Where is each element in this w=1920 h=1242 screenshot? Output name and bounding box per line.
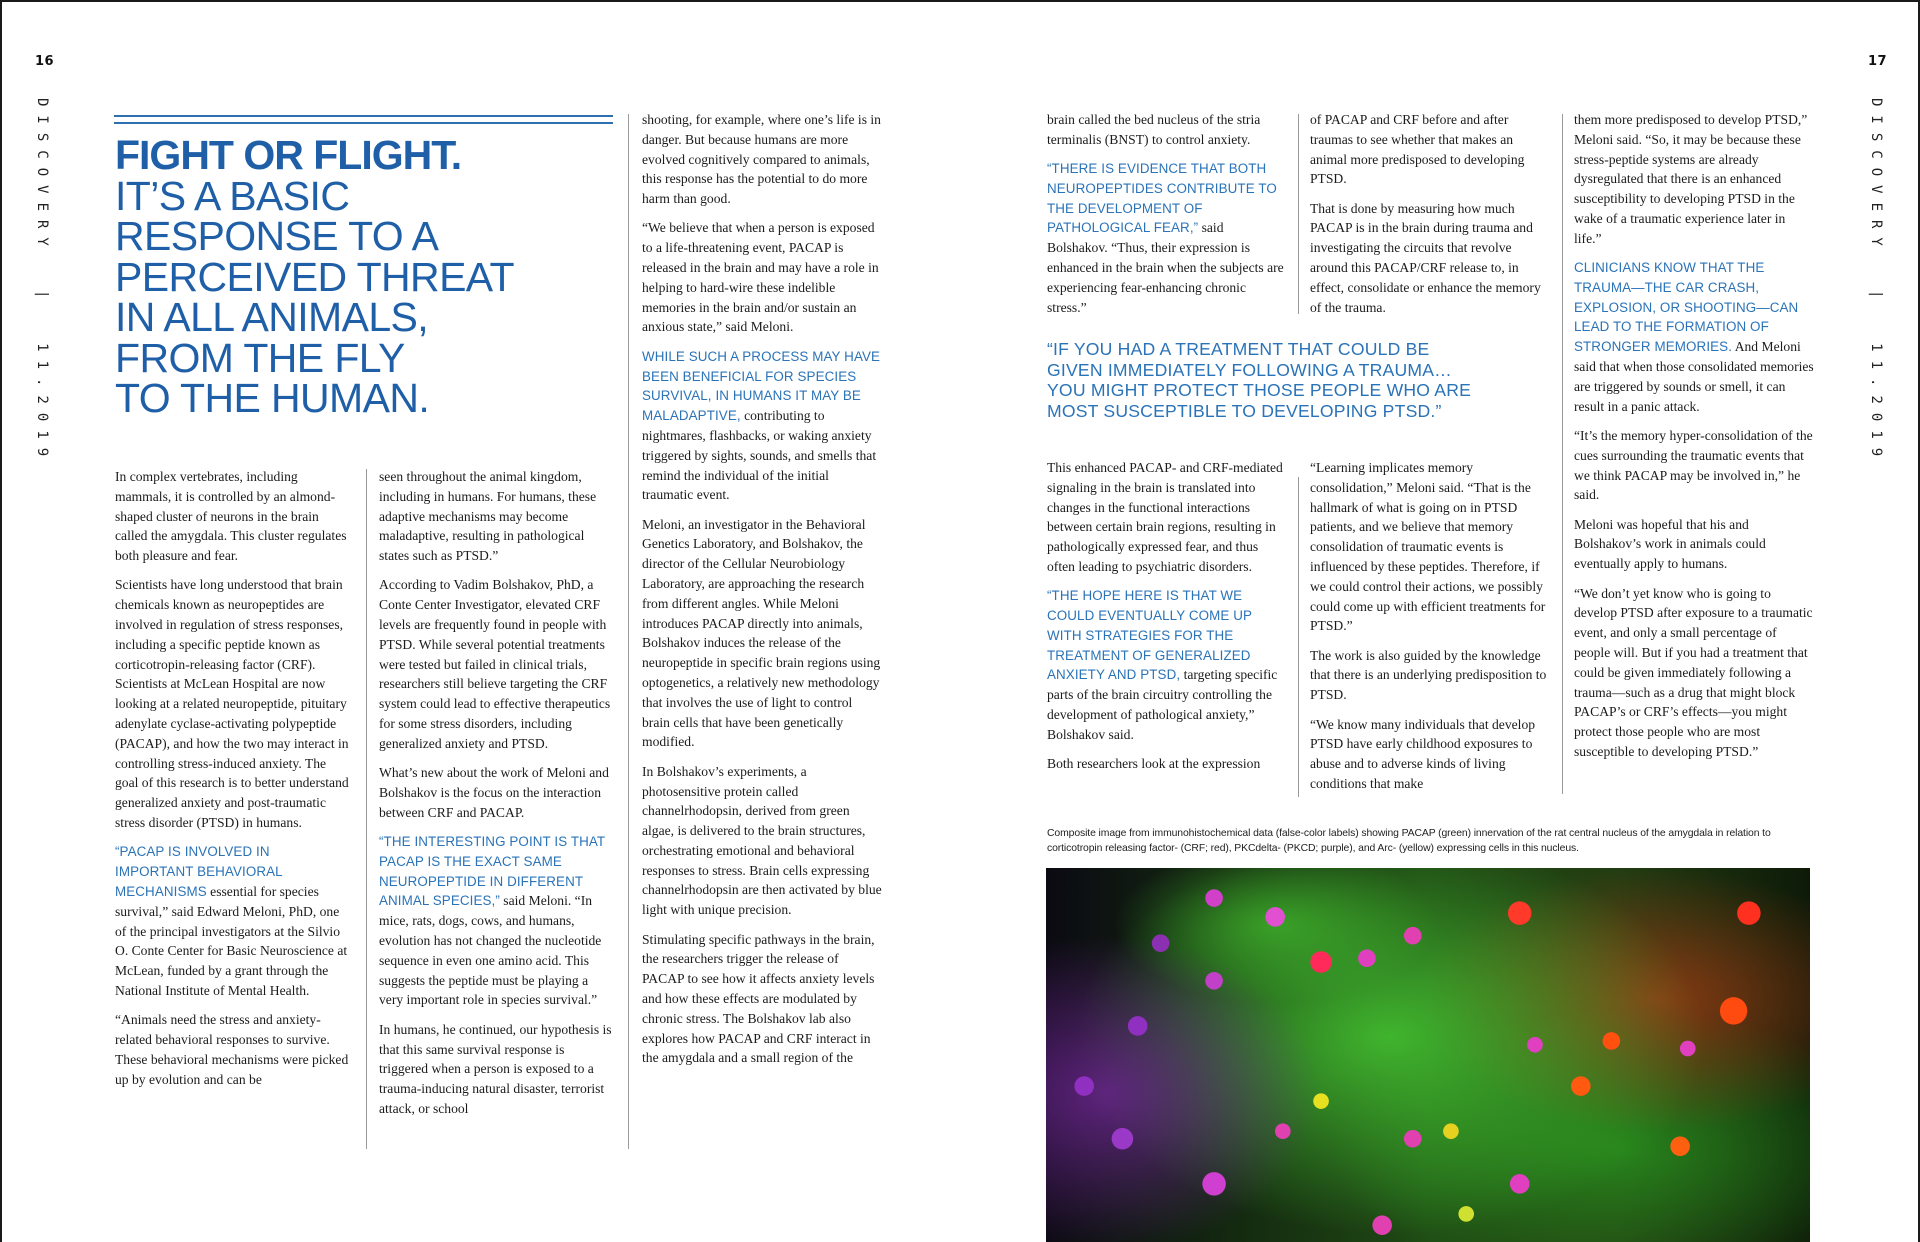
running-head-right xyxy=(1868,98,1884,465)
text-column-3 xyxy=(642,110,882,1078)
paragraph: Stimulating specific pathways in the brain, the researchers trigger the release of PACAP to see how it affects anxiety levels and how these effects are modulated by chronic stress. The Bolshakov lab also explores how PACAP and CRF interact in the amygdala and a small region of the xyxy=(642,931,875,1066)
paragraph: “We believe that when a person is exposed to a life-threatening event, PACAP is released in the brain and may have a role in helping to hard-wire these indelible memories in the brain and/or sustain an anxious state,” said Meloni. xyxy=(642,220,879,335)
featured-pull-quote: “IF YOU HAD A TREATMENT THAT COULD BE GIVEN IMMEDIATELY FOLLOWING A TRAUMA… YOU MIGHT PROTECT THOSE PEOPLE WHO ARE MOST SUSCEPTIBLE TO DEVELOPING PTSD.” xyxy=(1047,339,1472,421)
text-column-4-bottom xyxy=(1047,458,1287,783)
headline-rule-top xyxy=(114,115,613,117)
running-head-separator: | xyxy=(34,290,50,308)
text-column-1 xyxy=(115,467,349,1099)
headline-line: IT’S A BASIC xyxy=(115,172,350,219)
pull-quote: CLINICIANS KNOW THAT THE TRAUMA—THE CAR CRASH, EXPLOSION, OR SHOOTING—CAN LEAD TO THE FORMATION OF STRONGER MEMORIES. xyxy=(1574,260,1799,355)
pull-quote: “PACAP IS INVOLVED IN IMPORTANT BEHAVIORAL MECHANISMS xyxy=(115,844,283,899)
text-column-2 xyxy=(379,467,615,1128)
running-head-left xyxy=(34,98,50,465)
paragraph: The work is also guided by the knowledge that there is an underlying predisposition to PTSD. xyxy=(1310,647,1547,703)
running-head-issue: 11.2019 xyxy=(34,343,50,466)
paragraph: Scientists have long understood that brain chemicals known as neuropeptides are involved in regulation of stress responses, including a specific peptide known as corticotropin-releasing factor (CRF). Scientists at McLean Hospital are now looking at a related neuropeptide, pituitary adenylate cyclase-activating polypeptide (PACAP), and how the two may interact in controlling stress-induced anxiety. The goal of this research is to better understand generalized anxiety and post-traumatic stress disorder (PTSD) in humans. xyxy=(115,577,349,831)
paragraph: In humans, he continued, our hypothesis is that this same survival response is triggered when a person is exposed to a trauma-inducing natural disaster, terrorist attack, or school xyxy=(379,1021,612,1116)
running-head-section: DISCOVERY xyxy=(34,98,50,255)
text-column-4-top xyxy=(1047,110,1287,327)
paragraph: “THERE IS EVIDENCE THAT BOTH NEUROPEPTIDES CONTRIBUTE TO THE DEVELOPMENT OF PATHOLOGICAL FEAR,” said Bolshakov. “Thus, their expression is enhanced in the brain when the subjects are experiencing fear-enhancing chronic stress.” xyxy=(1047,161,1284,315)
paragraph: CLINICIANS KNOW THAT THE TRAUMA—THE CAR CRASH, EXPLOSION, OR SHOOTING—CAN LEAD TO THE FORMATION OF STRONGER MEMORIES. And Meloni said that when those consolidated memories are triggered by sounds or smell, it can result in a panic attack. xyxy=(1574,260,1814,414)
paragraph: “We know many individuals that develop PTSD have early childhood exposures to abuse and to adverse kinds of living conditions that make xyxy=(1310,716,1536,791)
headline-line: FROM THE FLY xyxy=(115,334,405,381)
paragraph: In complex vertebrates, including mammals, it is controlled by an almond-shaped cluster of neurons in the brain called the amygdala. This cluster regulates both pleasure and fear. xyxy=(115,469,347,564)
figure-caption: Composite image from immunohistochemical data (false-color labels) showing PACAP (green) innervation of the rat central nucleus of the amygdala in relation to corticotropin releasing factor- (CRF; red), PKCdelta- (PKCD; purple), and Arc- (yellow) expressing cells in this nucleus. xyxy=(1047,828,1771,854)
paragraph: “THE INTERESTING POINT IS THAT PACAP IS THE EXACT SAME NEUROPEPTIDE IN DIFFERENT ANIMAL SPECIES,” said Meloni. “In mice, rats, dogs, cows, and humans, evolution has not changed the nucleotide sequence in even one amino acid. This suggests the peptide must be playing a very important role in species survival.” xyxy=(379,834,605,1008)
running-head-issue: 11.2019 xyxy=(1868,343,1884,466)
headline-bold: FIGHT OR FLIGHT. xyxy=(115,132,462,178)
headline-line: IN ALL ANIMALS, xyxy=(115,294,429,340)
text-column-5-bottom xyxy=(1310,458,1550,803)
paragraph: That is done by measuring how much PACAP is in the brain during trauma and investigating the circuits that revolve around this PACAP/CRF release to, in effect, consolidate or enhance the memory of the trauma. xyxy=(1310,200,1541,315)
paragraph: seen throughout the animal kingdom, including in humans. For humans, these adaptive mechanisms may become maladaptive, resulting in pathological states such as PTSD.” xyxy=(379,469,597,564)
paragraph: Meloni was hopeful that his and Bolshakov’s work in animals could eventually apply to humans. xyxy=(1574,516,1766,572)
headline-rule-bottom xyxy=(114,122,613,124)
paragraph: shooting, for example, where one’s life is in danger. But because humans are more evolved cognitively compared to animals, this response has the potential to do more harm than good. xyxy=(642,112,881,207)
paragraph: “It’s the memory hyper-consolidation of the cues surrounding the traumatic events that we think PACAP may be involved in,” he said. xyxy=(1574,427,1813,503)
column-divider xyxy=(1298,477,1299,797)
paragraph: “Animals need the stress and anxiety-related behavioral responses to survive. These behavioral mechanisms were picked up by evolution and can be xyxy=(115,1012,349,1087)
page-number-right: 17 xyxy=(1868,54,1888,69)
text-column-5-top xyxy=(1310,110,1550,327)
column-divider xyxy=(1298,114,1299,314)
paragraph: of PACAP and CRF before and after traumas to see whether that makes an animal more predisposed to developing PTSD. xyxy=(1310,112,1525,187)
paragraph: “Learning implicates memory consolidation,” Meloni said. “That is the hallmark of what is going on in PTSD patients, and we believe that memory consolidation of traumatic events is influenced by these peptides. Therefore, if we could control their actions, we possibly could come up with efficient treatments for PTSD.” xyxy=(1310,460,1546,634)
running-head-section: DISCOVERY xyxy=(1868,98,1884,255)
pull-quote: “THE HOPE HERE IS THAT WE COULD EVENTUALLY COME UP WITH STRATEGIES FOR THE TREATMENT OF GENERALIZED ANXIETY AND PTSD, xyxy=(1047,588,1252,683)
column-divider xyxy=(1562,114,1563,794)
column-divider xyxy=(628,114,629,1149)
headline-line: RESPONSE TO A xyxy=(115,213,439,259)
running-head-separator: | xyxy=(1868,290,1884,308)
page-number-left: 16 xyxy=(35,54,55,69)
paragraph: “PACAP IS INVOLVED IN IMPORTANT BEHAVIORAL MECHANISMS essential for species survival,” said Edward Meloni, PhD, one of the principal investigators at the Silvio O. Conte Center for Basic Neuroscience at McLean, funded by a grant through the National Institute of Mental Health. xyxy=(115,844,348,998)
paragraph: brain called the bed nucleus of the stria terminalis (BNST) to control anxiety. xyxy=(1047,112,1261,147)
headline-subhead xyxy=(115,172,635,421)
text-column-6 xyxy=(1574,110,1814,771)
paragraph: “THE HOPE HERE IS THAT WE COULD EVENTUALLY COME UP WITH STRATEGIES FOR THE TREATMENT OF GENERALIZED ANXIETY AND PTSD, targeting specific parts of the brain circuitry controlling the development of pathological anxiety,” Bolshakov said. xyxy=(1047,588,1278,742)
pull-quote: “THERE IS EVIDENCE THAT BOTH NEUROPEPTIDES CONTRIBUTE TO THE DEVELOPMENT OF PATHOLOGICAL FEAR,” xyxy=(1047,161,1277,236)
article-headline xyxy=(115,132,635,421)
pull-quote: WHILE SUCH A PROCESS MAY HAVE BEEN BENEFICIAL FOR SPECIES SURVIVAL, IN HUMANS IT MAY BE MALADAPTIVE, xyxy=(642,348,881,424)
paragraph: Both researchers look at the expression xyxy=(1047,756,1261,772)
paragraph: According to Vadim Bolshakov, PhD, a Conte Center Investigator, elevated CRF levels are frequently found in people with PTSD. While several potential treatments were tested but failed in clinical trials, researchers still believe targeting the CRF system could lead to effective therapeutics for some stress disorders, including generalized anxiety and PTSD. xyxy=(379,577,611,751)
headline-line: TO THE HUMAN. xyxy=(115,375,430,421)
paragraph: This enhanced PACAP- and CRF-mediated signaling in the brain is translated into changes in the functional interactions between certain brain regions, resulting in pathologically expressed fear, and thus often leading to psychiatric disorders. xyxy=(1047,460,1283,574)
paragraph: What’s new about the work of Meloni and Bolshakov is the focus on the interaction between CRF and PACAP. xyxy=(379,765,609,820)
column-divider xyxy=(366,469,367,1149)
headline-line: PERCEIVED THREAT xyxy=(115,253,514,300)
amygdala-micrograph-image xyxy=(1046,868,1810,1242)
paragraph: In Bolshakov’s experiments, a photosensitive protein called channelrhodopsin, derived from green algae, is delivered to the brain structures, orchestrating emotional and behavioral responses to stress. Brain cells expressing channelrhodopsin are then activated by blue light with unique precision. xyxy=(642,763,882,918)
pull-quote: “THE INTERESTING POINT IS THAT PACAP IS THE EXACT SAME NEUROPEPTIDE IN DIFFERENT ANIMAL SPECIES,” xyxy=(379,834,605,909)
paragraph: them more predisposed to develop PTSD,” Meloni said. “So, it may be because these stress-peptide systems are already dysregulated that there is an enhanced susceptibility to developing PTSD in the wake of a traumatic experience later in life.” xyxy=(1574,112,1808,246)
paragraph: WHILE SUCH A PROCESS MAY HAVE BEEN BENEFICIAL FOR SPECIES SURVIVAL, IN HUMANS IT MAY BE MALADAPTIVE, contributing to nightmares, flashbacks, or waking anxiety triggered by sights, sounds, and smells that remind the individual of the initial traumatic event. xyxy=(642,348,881,503)
paragraph: Meloni, an investigator in the Behavioral Genetics Laboratory, and Bolshakov, the director of the Cellular Neurobiology Laboratory, are approaching the research from different angles. While Meloni introduces PACAP directly into animals, Bolshakov induces the release of the neuropeptide in specific brain regions using optogenetics, a relatively new methodology that involves the use of light to control brain cells that have been genetically modified. xyxy=(642,516,881,750)
paragraph: “We don’t yet know who is going to develop PTSD after exposure to a traumatic event, and only a small percentage of people will. But if you had a treatment that could be given immediately following a trauma—such as a drug that might block PACAP’s or CRF’s effects—you might protect those people who are most susceptible to developing PTSD.” xyxy=(1574,585,1813,759)
